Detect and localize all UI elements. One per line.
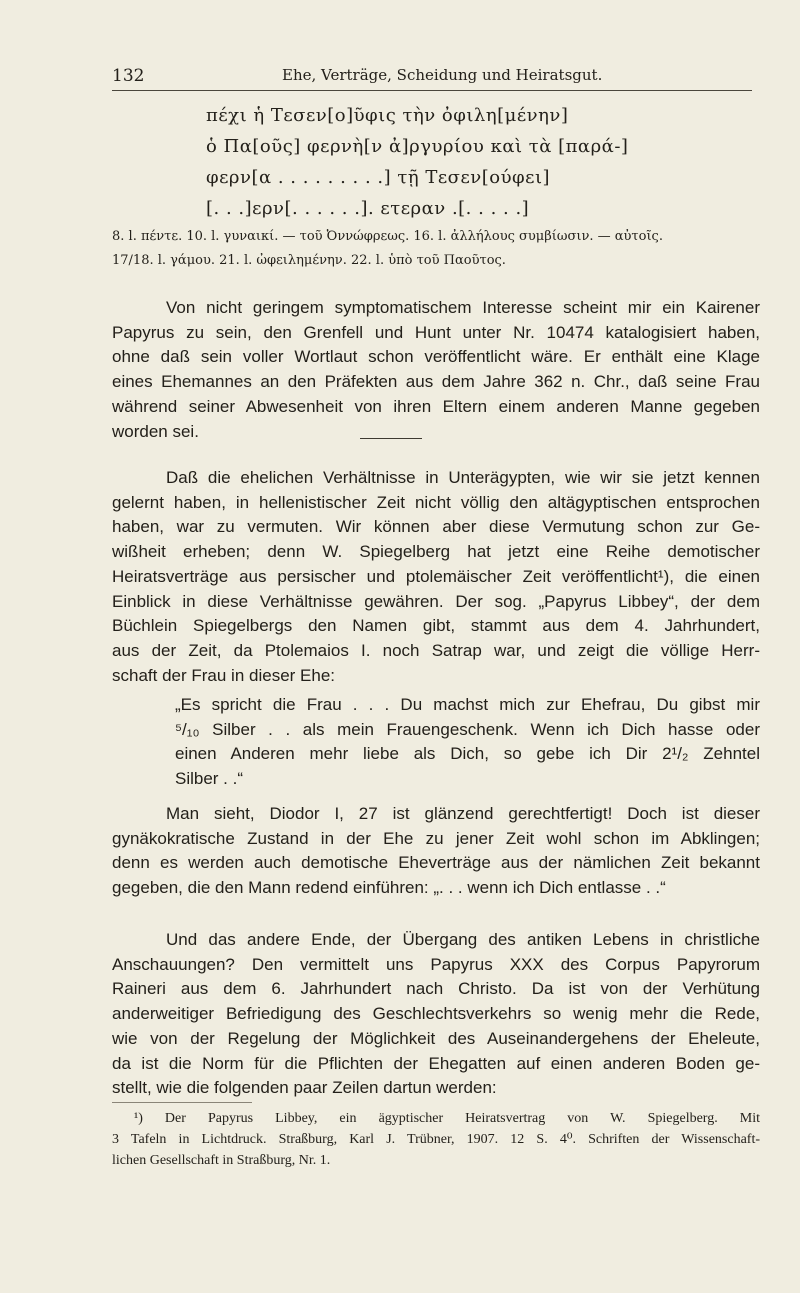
greek-papyrus-text bbox=[206, 100, 629, 224]
text-line: Und das andere Ende, der Übergang des antiken Lebens in christliche bbox=[166, 930, 760, 949]
quote-line: Silber . .“ bbox=[175, 769, 244, 789]
text-line: Man sieht, Diodor I, 27 ist glänzend gerechtfertigt! Doch ist dieser bbox=[166, 804, 760, 823]
footnote bbox=[112, 1108, 760, 1171]
text-line: wie von der Regelung der Möglichkeit des Auseinandergehens der Eheleute, bbox=[112, 1028, 760, 1048]
text-line: aus der Zeit, da Ptolemaios I. noch Satrap war, und zeigt die völlige Herr- bbox=[112, 640, 760, 660]
footnote-line: 3 Tafeln in Lichtdruck. Straßburg, Karl J. Trübner, 1907. 12 S. 4⁰. Schriften der Wissenschaft- bbox=[112, 1132, 760, 1147]
footnote-line: lichen Gesellschaft in Straßburg, Nr. 1. bbox=[112, 1153, 331, 1168]
quote-line: „Es spricht die Frau . . . Du machst mich zur Ehefrau, Du gibst mir bbox=[175, 695, 760, 714]
paragraph-2 bbox=[112, 466, 760, 688]
text-line: gegeben, die den Mann redend einführen: „. . . wenn ich Dich entlasse . .“ bbox=[112, 878, 666, 898]
paragraph-3 bbox=[112, 802, 760, 901]
quotation bbox=[175, 693, 760, 792]
critical-notes bbox=[112, 225, 762, 273]
text-line: denn es werden auch demotische Eheverträge aus der nämlichen Zeit bekannt bbox=[112, 853, 760, 873]
text-line: worden sei. bbox=[112, 421, 199, 441]
greek-line: [. . .]ερν[. . . . . .]. ετεραν .[. . . . .] bbox=[206, 198, 530, 219]
text-line: Büchlein Spiegelbergs den Namen gibt, stammt aus dem 4. Jahrhundert, bbox=[112, 616, 760, 636]
note-line: 17/18. l. γάμου. 21. l. ὠφειλημένην. 22. l. ὑπὸ τοῦ Παοῦτος. bbox=[112, 253, 506, 268]
footnote-line: ¹) Der Papyrus Libbey, ein ägyptischer Heiratsvertrag von W. Spiegelberg. Mit bbox=[134, 1111, 760, 1126]
text-line: ohne daß sein voller Wortlaut schon veröffentlicht wäre. Er enthält eine Klage bbox=[112, 347, 760, 367]
text-line: wißheit erheben; denn W. Spiegelberg hat jetzt eine Reihe demotischer bbox=[112, 542, 760, 562]
text-line: haben, war zu vermuten. Wir können aber diese Vermutung schon zur Ge- bbox=[112, 517, 760, 537]
page-number: 132 bbox=[112, 66, 145, 86]
quote-line: ⁵/₁₀ Silber . . als mein Frauengeschenk. Wenn ich Dich hasse oder bbox=[175, 719, 760, 739]
text-line: Papyrus zu sein, den Grenfell und Hunt unter Nr. 10474 katalogisiert haben, bbox=[112, 322, 760, 342]
paragraph-4 bbox=[112, 928, 760, 1101]
text-line: Einblick in diese Verhältnisse gewähren. Der sog. „Papyrus Libbey“, der dem bbox=[112, 591, 760, 611]
text-line: während seiner Abwesenheit von ihren Eltern einem anderen Manne gegeben bbox=[112, 396, 760, 416]
text-line: da ist die Norm für die Pflichten der Ehegatten auf einen anderen Boden ge- bbox=[112, 1053, 760, 1073]
footnote-rule bbox=[112, 1102, 252, 1103]
quote-line: einen Anderen mehr liebe als Dich, so gebe ich Dir 2¹/₂ Zehntel bbox=[175, 744, 760, 764]
page-header bbox=[112, 64, 752, 91]
greek-line: πέχι ἡ Τεσεν[ο]ῦφις τὴν ὀφιλη[μένην] bbox=[206, 105, 569, 126]
greek-line: φερν[α . . . . . . . . .] τῇ Τεσεν[ούφει] bbox=[206, 167, 551, 188]
greek-line: ὁ Πα[οῦς] φερνὴ[ν ἀ]ργυρίου καὶ τὰ [παρά-] bbox=[206, 136, 629, 157]
text-line: eines Ehemannes an den Präfekten aus dem Jahre 362 n. Chr., daß seine Frau bbox=[112, 372, 760, 392]
text-line: Heiratsverträge aus persischer und ptolemäischer Zeit veröffentlicht¹), die einen bbox=[112, 566, 760, 586]
text-line: stellt, wie die folgenden paar Zeilen dartun werden: bbox=[112, 1078, 497, 1098]
text-line: schaft der Frau in dieser Ehe: bbox=[112, 665, 336, 685]
text-line: gynäkokratische Zustand in der Ehe zu jener Zeit wohl schon im Abklingen; bbox=[112, 828, 760, 848]
paragraph-1 bbox=[112, 296, 760, 444]
running-head: Ehe, Verträge, Scheidung und Heiratsgut. bbox=[282, 66, 603, 84]
text-line: anderweitiger Befriedigung des Geschlechtsverkehrs so wenig mehr die Rede, bbox=[112, 1004, 760, 1024]
text-line: Raineri aus dem 6. Jahrhundert nach Christo. Da ist von der Verhütung bbox=[112, 979, 760, 999]
text-line: Anschauungen? Den vermittelt uns Papyrus XXX des Corpus Papyrorum bbox=[112, 954, 760, 974]
note-line: 8. l. πέντε. 10. l. γυναικί. — τοῦ Ὀννώφρεως. 16. l. ἀλλήλους συμβίωσιν. — αὐτοῖς. bbox=[112, 229, 663, 244]
text-line: gelernt haben, in hellenistischer Zeit nicht völlig den altägyptischen entsprochen bbox=[112, 492, 760, 512]
section-divider bbox=[360, 438, 422, 439]
text-line: Daß die ehelichen Verhältnisse in Unterägypten, wie wir sie jetzt kennen bbox=[166, 468, 760, 487]
text-line: Von nicht geringem symptomatischem Interesse scheint mir ein Kairener bbox=[166, 298, 760, 317]
